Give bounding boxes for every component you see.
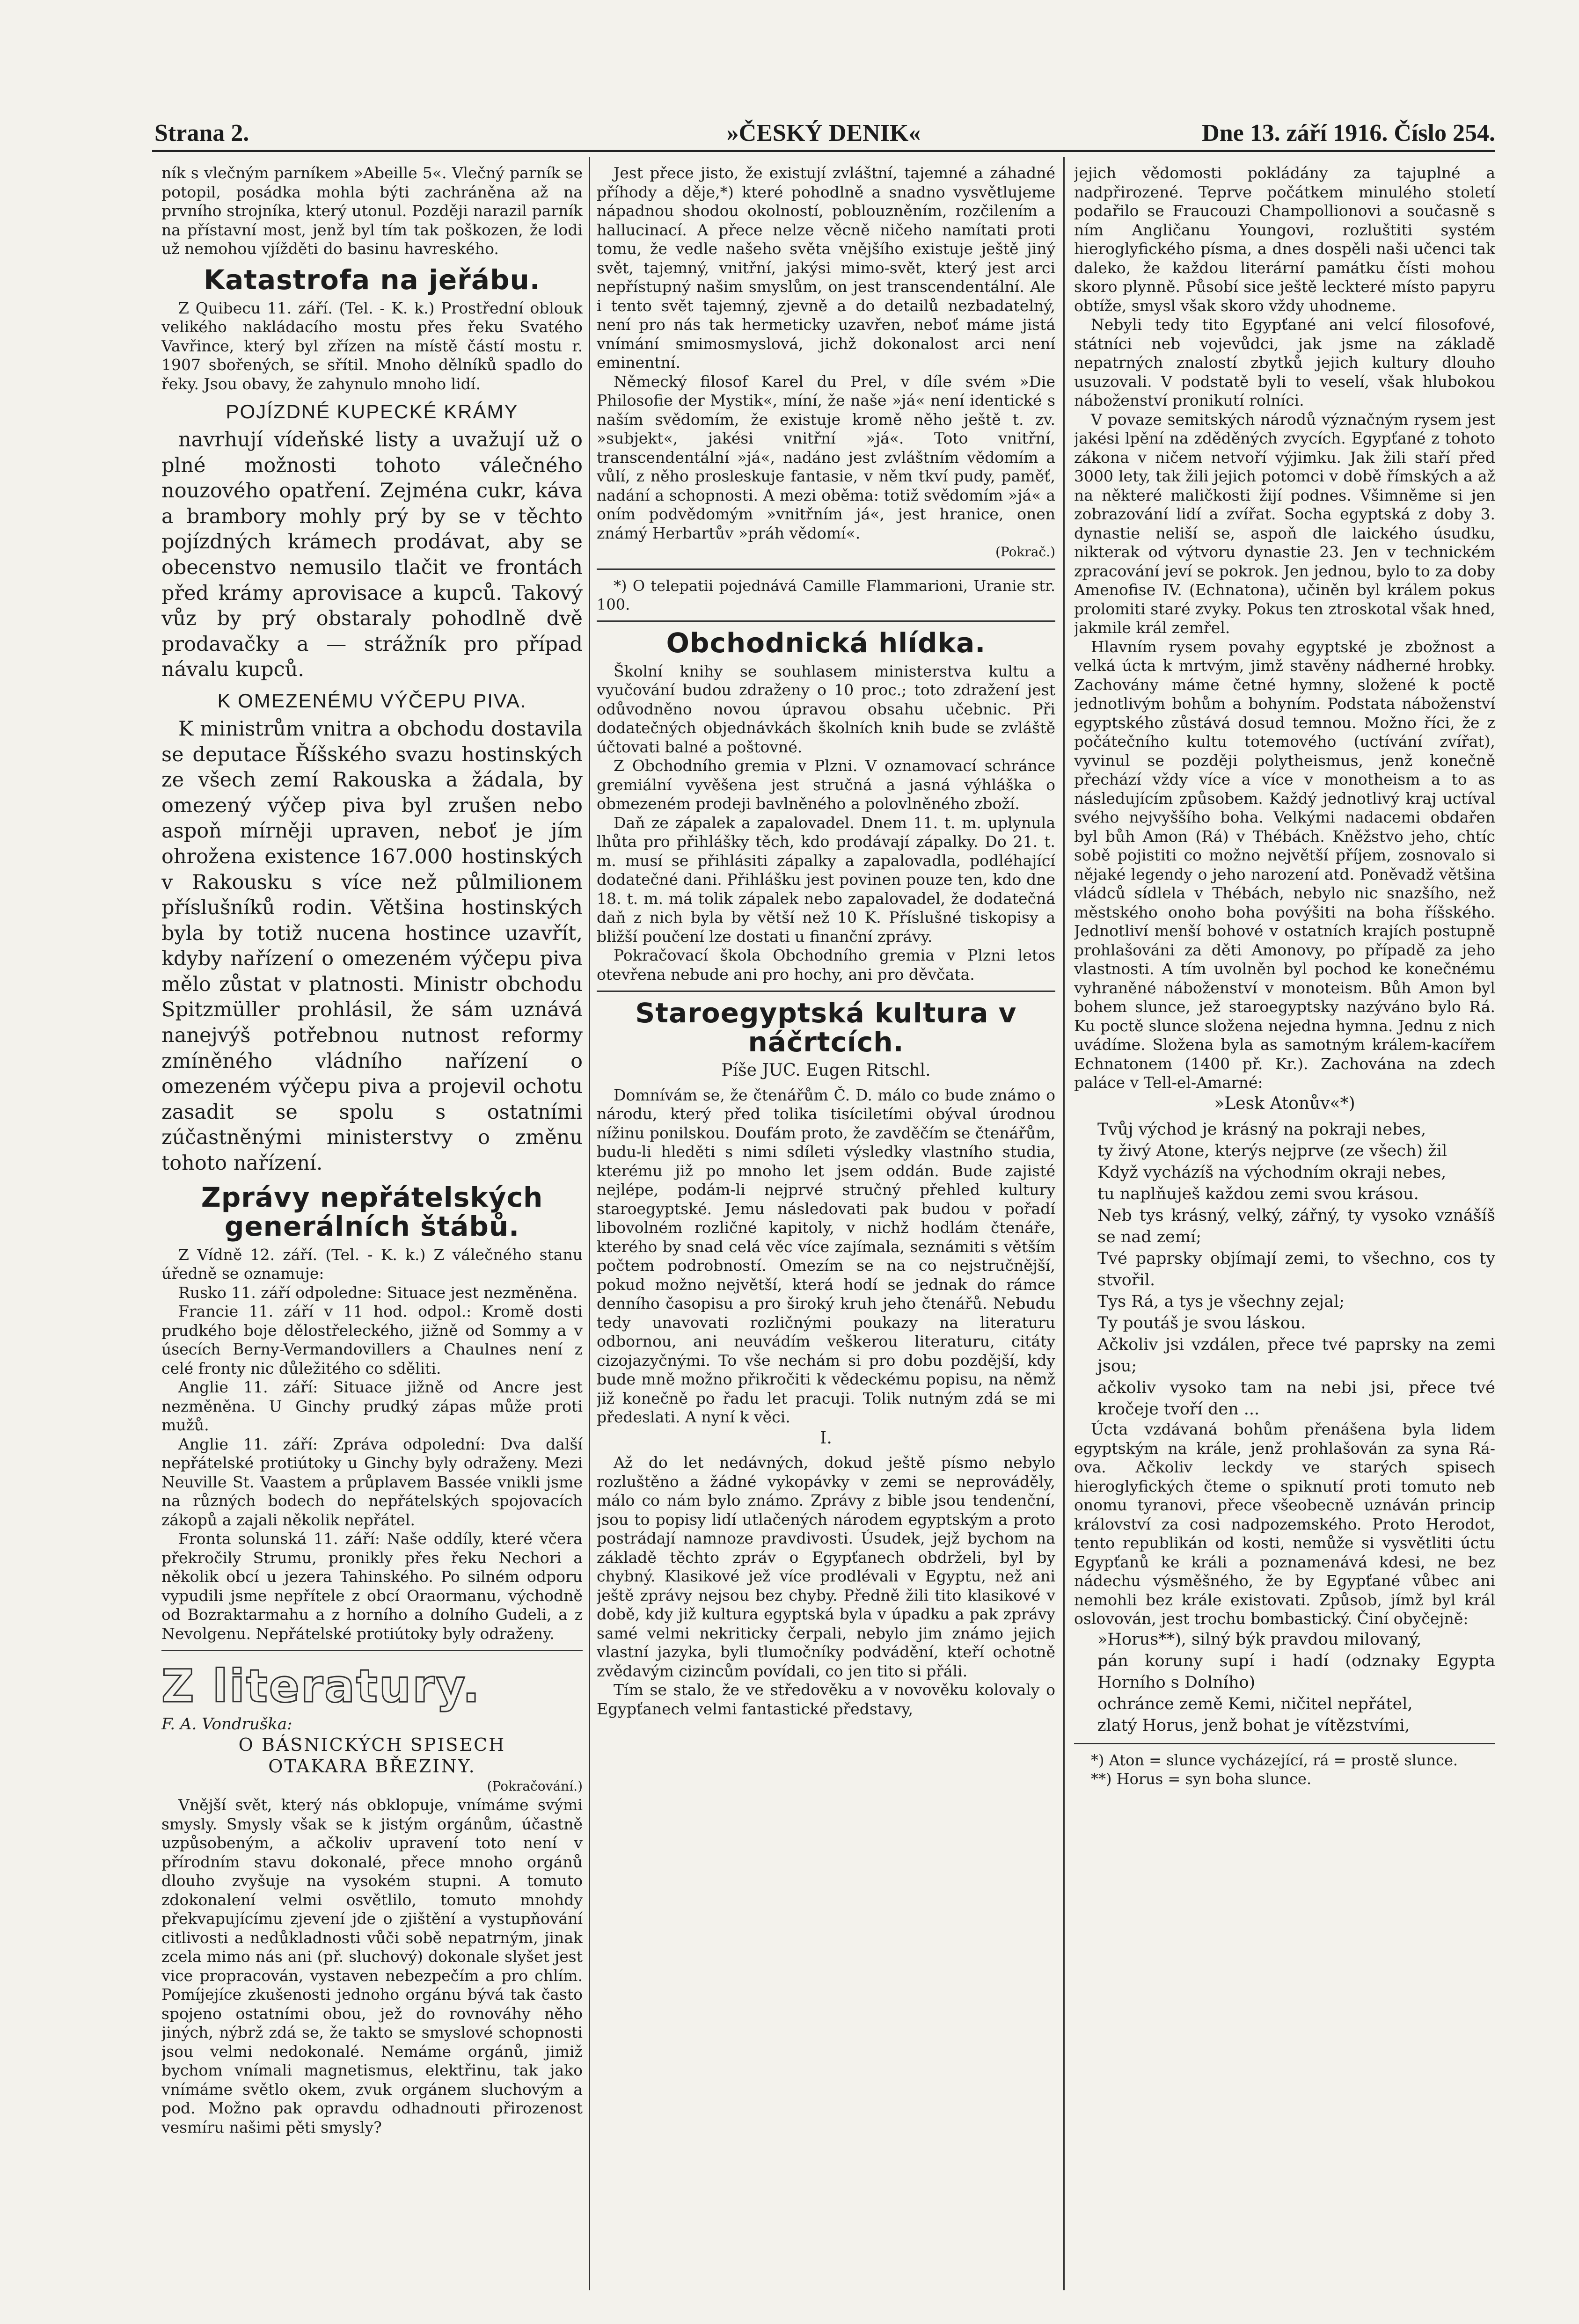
- poem-line: Tys Rá, a tys je všechny zejal;: [1097, 1292, 1345, 1311]
- article-text: Daň ze zápalek a zapalovadel. Dnem 11. t. m. uplynula lhůta pro přihlášky těch, kdo prodávají zápalky. Do 21. t. m. musí se přihlásiti zápalky a zapalovadla, podléhající dodatečné dani. Přihlášku jest povinen pouze ten, kdo dne 18. t. m. má tolik zápalek nebo zapalovadel, že dodatečná daň z nich byla by větší než 10 K. Příslušné tiskopisy a bližší poučení lze dostati u finanční zprávy.: [597, 813, 1055, 946]
- column-1: [161, 164, 583, 2279]
- article-text: Fronta solunská 11. září: Naše oddíly, které včera překročily Strumu, pronikly přes řeku Nechori a několik obcí u jezera Tahinského. Po silném odporu vypudili jsme nepřítele z obcí Oraormanu, východně od Bozraktarmahu a z horního a dolního Gudeli, a z Nevolgenu. Nepřátelské protiútoky byly odraženy.: [161, 1530, 583, 1643]
- article-text: Až do let nedávných, dokud ještě písmo nebylo rozluštěno a žádné vykopávky v zemi se neprováděly, málo co nám bylo známo. Zprávy z bible jsou tendenční, jsou to popisy lidí utlačených národem egyptským a proto postrádají namnoze pravdivosti. Úsudek, jejž bychom na základě těchto zpráv o Egypťanech obdrželi, byl by chybný. Klasikové jež více prodlévali v Egyptu, než ani ještě zprávy nejsou bez chyby. Předně žili tito klasikové v době, kdy již kultura egyptská byla v úpadku a pak zprávy samé velmi nekriticky čerpali, nebylo jim známo jejich vlastní jazyka, byli tlumočníky podvádění, kteří ochotně zvědavým cizincům povídali, co jen tito si přáli.: [597, 1453, 1055, 1680]
- article-text: Z Vídně 12. září. (Tel. - K. k.) Z válečného stanu úředně se oznamuje:: [161, 1245, 583, 1283]
- footnote-rule: [597, 568, 1055, 570]
- article-text: Nebyli tedy tito Egypťané ani velcí filosofové, státníci neb vojevůdci, jak jsme na základě nepatrných znalostí zbytků jejich kultury dlouho usuzovali. V podstatě byli to veselí, však hlubokou náboženství pronikutí rolníci.: [1074, 315, 1495, 409]
- article-title: O BÁSNICKÝCH SPISECH: [238, 1734, 506, 1755]
- poem-line: »Horus**), silný býk pravdou milovaný,: [1097, 1630, 1422, 1649]
- poem-line: Neb tys krásný, velký, zářný, ty vysoko vznášíš se nad zemí;: [1097, 1206, 1495, 1246]
- article-text: Francie 11. září v 11 hod. odpol.: Kromě dosti prudkého boje dělostřeleckého, jižně od Sommy a v úsecích Berny-Vermandovillers a Chaulnes není z celé fronty nic důležitého co sděliti.: [161, 1302, 583, 1377]
- article-text: Vnější svět, který nás obklopuje, vnímáme svými smysly. Smysly však se k jistým orgánům, účastně uzpůsobeným, a ačkoliv upravení toto není v přírodním stavu dokonalé, přece mnoho orgánů dlouho zvyšuje na vysokém stupni. A tomuto zdokonalení velmi osvětlilo, tomuto mnohdy překvapujícímu zjevení jde o zjištění a vystupňování citlivosti a nedůkladnosti vůči sobě nepatrným, jinak zcela mimo nás ani (př. sluchový) dokonale slyšet jest vice propracován, vystaven nebezpečím a pro chlím. Pomíjejíce zkušenosti jednoho orgánu bývá tak často spojeno ostatními obou, jež do rovnováhy něho jiných, nýbrž zdá se, že takto se smyslové schopnosti jsou velmi nedokonalé. Nemáme orgánů, jimiž bychom vnímali magnetismus, elektřinu, tak jako vnímáme světlo okem, zvuk orgánem sluchovým a pod. Možno pak opravdu odhadnouti přirozenost vesmíru našimi pěti smysly?: [161, 1796, 583, 2136]
- article-text: Anglie 11. září: Situace jižně od Ancre jest nezměněna. U Ginchy prudký zápas může proti mužů.: [161, 1378, 583, 1435]
- poem-line: Tvé paprsky objímají zemi, to všechno, cos ty stvořil.: [1097, 1249, 1495, 1289]
- page-number: Strana 2.: [154, 120, 249, 146]
- poem-line: Ty poutáš je svou láskou.: [1097, 1314, 1306, 1333]
- article-text: jejich vědomosti pokládány za tajuplné a nadpřirozené. Teprve počátkem minulého století podařilo se Fraucouzi Champollionovi a současně s ním Angličanu Youngovi, rozluštiti systém hieroglyfického písma, a dnes dospěli naši učenci tak daleko, že každou literární památku čísti mohou skoro plynně. Působí sice ještě leckteré místo papyru obtíže, smysl však skoro vždy uhodneme.: [1074, 164, 1495, 315]
- article-text: K ministrům vnitra a obchodu dostavila se deputace Říšského svazu hostinských ze všech zemí Rakouska a žádala, by omezený výčep piva byl zrušen nebo aspoň mírněji upraven, neboť je jím ohrožena existence 167.000 hostinských v Rakousku s více než půlmilionem příslušníků rodin. Většina hostinských byla by totiž nucena hostince uzavřít, kdyby nařízení o omezeném výčepu piva mělo zůstat v platnosti. Ministr obchodu Spitzmüller prohlásil, že sám uznává nanejvýš potřebnou nutnost reformy zmíněného vládního nařízení o omezeném výčepu piva a projevil ochotu zasadit se spolu s ostatními zúčastněnými ministerstvy o změnu tohoto nařízení.: [161, 717, 583, 1175]
- article-text: Tím se stalo, že ve středověku a v novověku kolovaly o Egypťanech velmi fantastické představy,: [597, 1681, 1055, 1718]
- footnote: **) Horus = syn boha slunce.: [1091, 1770, 1312, 1788]
- section-rule: [597, 991, 1055, 992]
- poem-line: ty živý Atone, kterýs nejprve (ze všech) žil: [1097, 1142, 1447, 1160]
- article-text: Pokračovací škola Obchodního gremia v Plzni letos otevřena nebude ani pro hochy, ani pro děvčata.: [597, 946, 1055, 984]
- article-text: navrhují vídeňské listy a uvažují už o plné možnosti tohoto válečného nouzového opatření. Zejména cukr, káva a brambory mohly prý by se v těchto pojízdných krámech prodávat, aby se obecenstvo nemusilo tlačit ve frontách před krámy aprovisace a kupců. Takový vůz by prý obstaraly pohodlně dvě prodavačky a — strážník pro případ návalu kupců.: [161, 428, 583, 682]
- poem-line: ačkoliv vysoko tam na nebi jsi, přece tvé kročeje tvoří den ...: [1097, 1378, 1495, 1419]
- article-text: Školní knihy se souhlasem ministerstva kultu a vyučování budou zdraženy o 10 proc.; toto zdražení jest odůvodněno novou úpravou obsahu učebnic. Při dodatečných objednávkách školních knih bude se zvláště účtovati balné a poštovné.: [597, 662, 1055, 756]
- article-text: Rusko 11. září odpoledne: Situace jest nezměněna.: [178, 1283, 578, 1302]
- issue-date: Dne 13. září 1916. Číslo 254.: [1202, 120, 1495, 146]
- footnote: *) Aton = slunce vycházející, rá = prostě slunce.: [1091, 1751, 1458, 1769]
- poem: [1074, 1629, 1495, 1736]
- continuation-note: (Pokračování.): [487, 1778, 583, 1794]
- poem-line: ochránce země Kemi, ničitel nepřátel,: [1097, 1694, 1413, 1713]
- article-text: Jest přece jisto, že existují zvláštní, tajemné a záhadné příhody a děje,*) které pohodlně a snadno vysvětlujeme nápadnou shodou okolností, poblouzněním, rozčilením a hallucinací. A přece nelze věcně ničeho namítati proti tomu, že vedle našeho světa vnějšího existuje ještě jiný svět, tajemný, vnitřní, jakýsi mimo-svět, který jest arci nepřístupný našim smyslům, on jest transcendentální. Ale i tento svět tajemný, zjevně a do detailů nezbadatelný, není pro nás tak hermeticky uzavřen, neboť máme jistá vnímání smimosmyslová, jichž dokonalost arci není eminentní.: [597, 164, 1055, 372]
- headline: POJÍZDNÉ KUPECKÉ KRÁMY: [226, 401, 519, 423]
- headline: Obchodnická hlídka.: [666, 627, 986, 659]
- article-text: Německý filosof Karel du Prel, v díle svém »Die Philosofie der Mystik«, míní, že naše »já« není identické s naším svědomím, že existuje kromě něho ještě t. zv. »subjekt«, jakési vnitřní »já«. Toto vnitřní, transcendentální »já«, nadáno jest zvláštním vědomím a vůlí, z něho prosleskuje fantasie, v něm tkví pudy, paměť, nadání a schopnosti. A mezi oběma: totiž svědomím »já« a oním podvědomým »vnitřním já«, jest hranice, onen známý Herbartův »práh vědomí«.: [597, 372, 1055, 542]
- poem-line: Když vycházíš na východním okraji nebes,: [1097, 1163, 1447, 1182]
- article-title: OTAKARA BŘEZINY.: [268, 1756, 476, 1777]
- footnote-rule: [1074, 1743, 1495, 1744]
- article-text: Domnívám se, že čtenářům Č. D. málo co bude známo o národu, který před tolika tisíciletími obýval úrodnou nížinu ponilskou. Doufám proto, že zavděčím se čtenářům, budu-li hleděti s nimi sdíleti výsledky vlastního studia, kterému již po mnoho let jsem oddán. Bude zajisté nejlépe, podám-li nejprvé stručný přehled kultury staroegyptské. Jemu následovati pak budou v pořadí libovolném rozličné kapitoly, v nichž hodlám čtenáře, kterého by snad celá věc více zajímala, seznámiti s větším počtem podrobností. Omezím se na co nejstručnější, pokud možno největší, která hodí se jednak do rámce denního časopisu a pro široký kruh jeho čtenářů. Nebudu tedy unavovati rozličnými poukazy na literaturu odbornou, ani neuvádím veškerou literaturu, citáty cizojazyčnými. To vše nechám si pro dobu pozdější, kdy bude mně možno přikročiti k vědeckému popisu, na němž již konečně po řadu let pracuji. Tolik nutným zdá se mi předeslati. A nyní k věci.: [597, 1086, 1055, 1426]
- header-rule: [152, 150, 1495, 152]
- poem-title: »Lesk Atonův«*): [1214, 1093, 1355, 1113]
- headline: Zprávy nepřátelských generálních štábů.: [201, 1181, 543, 1242]
- column-2: [597, 164, 1055, 2279]
- article-text: Anglie 11. září: Zpráva odpolední: Dva další nepřátelské protiútoky u Ginchy byly odraženy. Mezi Neuville St. Vaastem a průplavem Bassée vnikli jsme na různých bodech do nepřátelských spojovacích zákopů a zajali několik nepřátel.: [161, 1435, 583, 1529]
- poem-line: tu naplňuješ každou zemi svou krásou.: [1097, 1185, 1419, 1203]
- poem: [1074, 1119, 1495, 1420]
- footnote: *) O telepatii pojednává Camille Flammarioni, Uranie str. 100.: [597, 576, 1055, 613]
- column-3: [1074, 164, 1495, 2279]
- masthead-title: »ČESKÝ DENIK«: [726, 120, 921, 146]
- poem-line: zlatý Horus, jenž bohat je vítězstvími,: [1097, 1716, 1410, 1735]
- poem-line: Ačkoliv jsi vzdálen, přece tvé paprsky na zemi jsou;: [1097, 1335, 1495, 1376]
- section-rule: [597, 620, 1055, 622]
- article-text: ník s vlečným parníkem »Abeille 5«. Vlečný parník se potopil, posádka mohla býti zachráněna až na prvního strojníka, který utonul. Později narazil parník na přístavní most, jenž byl tím tak poškozen, že lodi už nemohou vjížděti do basinu havreského.: [161, 164, 583, 258]
- article-text: Z Quibecu 11. září. (Tel. - K. k.) Prostřední oblouk velikého nakládacího mostu přes řeku Svatého Vavřince, který byl zřízen na místě částí mostu r. 1907 sbořených, se sřítil. Mnoho dělníků spadlo do řeky. Jsou obavy, že zahynulo mnoho lidí.: [161, 299, 583, 393]
- article-text: V povaze semitských národů význačným rysem jest jakési lpění na zděděných zvycích. Egypťané z tohoto zákona v ničem netvoří výjimku. Jak žili staří před 3000 lety, tak žili jejich potomci v době římských a až na některé maličkosti žijí podnes. Všimněme si jen zobrazování lidí a zvířat. Socha egyptská z doby 3. dynastie neliší se, aspoň dle laického úsudku, nikterak od výtvoru dynastie 23. Jen v technickém zpracování jeví se pokrok. Jen jednou, bylo to za doby Amenofise IV. (Echnatona), učiněn byl králem pokus prolomiti staré zvyky. Pokus ten ztroskotal však hned, jakmile král zemřel.: [1074, 410, 1495, 637]
- page-header: [152, 115, 1495, 152]
- byline: Píše JUC. Eugen Ritschl.: [721, 1061, 931, 1080]
- chapter-number: I.: [820, 1428, 832, 1448]
- headline: Staroegyptská kultura v náčrtcích.: [635, 997, 1017, 1058]
- article-text: Z Obchodního gremia v Plzni. V oznamovací schránce gremiální vyvěšena jest stručná a jasná výhláška o obmezeném prodeji bavlněného a polovlněného zboží.: [597, 757, 1055, 813]
- headline: K OMEZENÉMU VÝČEPU PIVA.: [217, 689, 527, 712]
- column-divider: [589, 157, 590, 2290]
- poem-line: pán koruny supí i hadí (odznaky Egypta Horního s Dolního): [1097, 1651, 1495, 1692]
- article-text: Úcta vzdávaná bohům přenášena byla lidem egyptským na krále, jenž prohlašován za syna Rá-ova. Ačkoliv leckdy ve starých spisech hieroglyfických čteme o spiknutí proti tomuto neb onomu tyranovi, přece všeobecně uznáván princip království za cosi nadpozemského. Proto Herodot, tento republikán od kosti, nemůže si vysvětliti úctu Egypťanů ke králi a poznamenává kdesi, ne bez nádechu výsměšného, že by Egypťané vůbec ani nemohli bez krále existovati. Způsob, jímž byl král oslovován, jest trochu bombastický. Činí obyčejně:: [1074, 1420, 1495, 1628]
- poem-line: Tvůj východ je krásný na pokraji nebes,: [1097, 1120, 1426, 1139]
- column-divider: [1063, 157, 1065, 2290]
- article-text: Hlavním rysem povahy egyptské je zbožnost a velká úcta k mrtvým, jimž stavěny nádherné hrobky. Zachovány máme četné hymny, složené k poctě jednotlivým bohům a bohyním. Podstata náboženství egyptského zůstává dosud temnou. Možno říci, že z počátečního kultu totemového (uctívání zvířat), vyvinul se později polytheismus, jenž konečně přechází vždy více a více v monotheism a to as následujícím způsobem. Každý jednotlivý kraj uctíval svého nejvyššího boha. Velkými nadacemi obdařen byl bůh Amon (Rá) v Thébách. Kněžstvo jeho, chtíc sobě pojistiti co možno největší příjem, zosnovalo si nějaké legendy o jeho narození atd. Poněvadž většina vládců sídlela v Thébách, nebylo nic snazšího, než městského onoho boha povýšiti na boha říšského. Jednotliví menší bohové v ostatních krajích postupně prohlašováni za děti Amonovy, po případě za jeho vlastnosti. A tím uvolněn byl pochod ke konečnému vyhraněné náboženství v monoteism. Bůh Amon byl bohem slunce, jež staroegyptsky nazýváno bylo Rá. Ku poctě slunce složena nejedna hymna. Jednu z nich uvádíme. Složena byla as samotným králem-kacířem Echnatonem (1400 př. Kr.). Zachována na zdech paláce v Tell-el-Amarné:: [1074, 637, 1495, 1092]
- section-title: Z literatury.: [161, 1660, 481, 1713]
- headline: Katastrofa na jeřábu.: [204, 263, 541, 296]
- section-rule: [161, 1650, 583, 1651]
- author: F. A. Vondruška:: [161, 1715, 292, 1734]
- continuation-note: (Pokrač.): [995, 544, 1055, 560]
